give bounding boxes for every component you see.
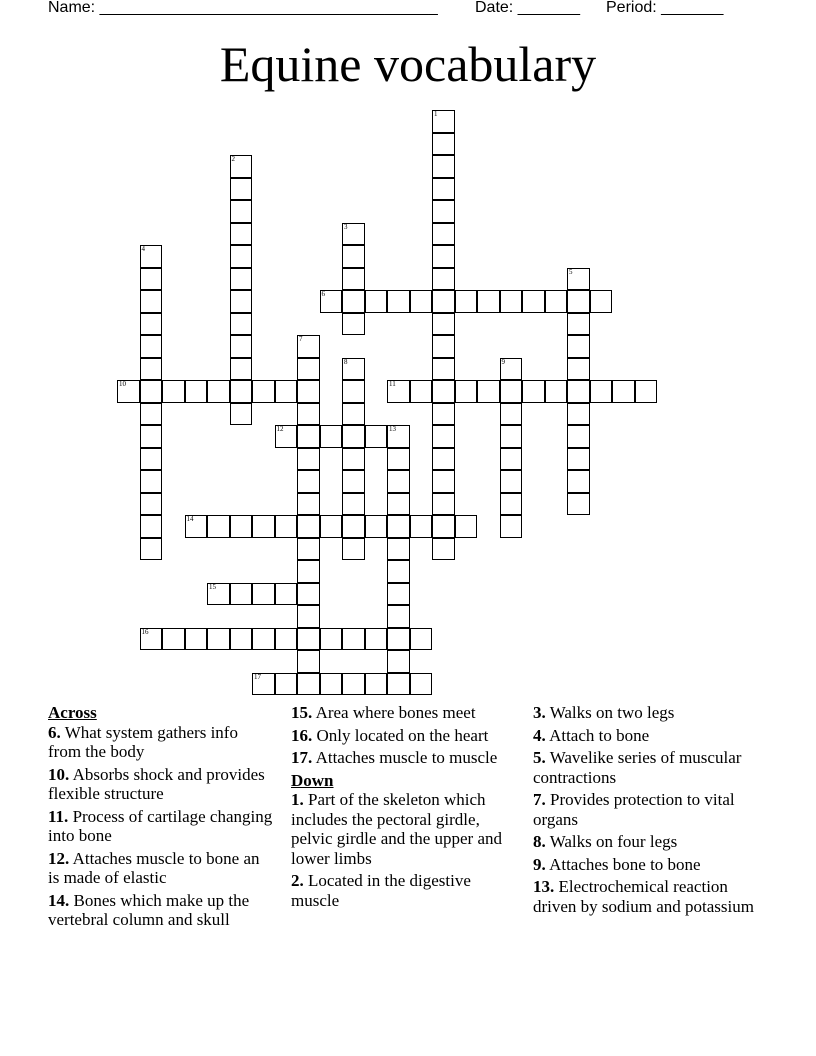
crossword-cell[interactable]	[140, 358, 163, 381]
crossword-cell[interactable]	[320, 628, 343, 651]
clue-column-1	[48, 703, 273, 933]
crossword-cell[interactable]	[297, 515, 320, 538]
clue-down-4	[533, 726, 763, 746]
crossword-cell[interactable]	[297, 425, 320, 448]
clue-text: Process of cartilage changing into bone	[48, 806, 273, 845]
crossword-cell[interactable]	[140, 515, 163, 538]
crossword-cell[interactable]	[297, 628, 320, 651]
clue-number: 17.	[291, 748, 313, 767]
crossword-cell[interactable]	[432, 290, 455, 313]
crossword-cell[interactable]	[230, 200, 253, 223]
crossword-cell[interactable]	[342, 538, 365, 561]
crossword-cell[interactable]	[567, 313, 590, 336]
crossword-cell[interactable]	[320, 515, 343, 538]
crossword-cell[interactable]	[297, 470, 320, 493]
clue-across-6	[48, 723, 273, 762]
clue-text: Attaches muscle to bone an is made of elastic	[48, 848, 260, 887]
crossword-cell[interactable]	[230, 403, 253, 426]
crossword-cell[interactable]	[432, 268, 455, 291]
clue-text: What system gathers info from the body	[48, 722, 238, 761]
crossword-cell[interactable]	[387, 290, 410, 313]
clue-number: 11.	[48, 806, 69, 826]
name-field-label: Name: ______________________________________	[48, 0, 438, 16]
crossword-cell[interactable]	[410, 290, 433, 313]
clue-start-number: 10	[119, 380, 126, 388]
clue-text: Area where bones meet	[315, 703, 476, 722]
crossword-cell[interactable]	[432, 178, 455, 201]
date-field-label: Date: _______	[475, 0, 580, 16]
clue-text: Wavelike series of muscular contractions	[533, 748, 742, 787]
crossword-cell[interactable]	[297, 583, 320, 606]
clue-across-17	[291, 748, 516, 768]
crossword-cell[interactable]	[275, 628, 298, 651]
crossword-cell[interactable]	[342, 470, 365, 493]
crossword-cell[interactable]	[275, 380, 298, 403]
clue-number: 7.	[533, 790, 546, 809]
clue-across-12	[48, 849, 273, 888]
crossword-cell[interactable]	[567, 470, 590, 493]
crossword-cell[interactable]	[387, 448, 410, 471]
crossword-cell[interactable]	[342, 515, 365, 538]
crossword-cell[interactable]	[140, 628, 163, 651]
crossword-cell[interactable]	[387, 470, 410, 493]
clue-start-number: 12	[276, 425, 284, 433]
crossword-cell[interactable]	[320, 290, 343, 313]
clue-text: Part of the skeleton which includes the pectoral girdle, pelvic girdle and the upper and lower limbs	[291, 790, 503, 868]
clue-text: Walks on two legs	[549, 703, 675, 722]
crossword-cell[interactable]	[297, 538, 320, 561]
clue-down-8	[533, 832, 763, 852]
crossword-cell[interactable]	[500, 290, 523, 313]
crossword-cell[interactable]	[320, 673, 343, 696]
clue-number: 5.	[533, 748, 546, 767]
clue-text: Walks on four legs	[549, 832, 678, 851]
clue-text: Attaches muscle to muscle	[315, 748, 498, 767]
page-title: Equine vocabulary	[219, 36, 597, 92]
crossword-cell[interactable]	[320, 425, 343, 448]
crossword-cell[interactable]	[140, 538, 163, 561]
crossword-cell[interactable]	[500, 380, 523, 403]
clue-across-16	[291, 726, 516, 746]
crossword-cell[interactable]	[230, 268, 253, 291]
crossword-cell[interactable]	[545, 380, 568, 403]
clue-down-7	[533, 790, 763, 829]
crossword-cell[interactable]	[387, 515, 410, 538]
clue-start-number: 2	[231, 155, 235, 163]
crossword-cell[interactable]	[230, 628, 253, 651]
crossword-cell[interactable]	[252, 673, 275, 696]
crossword-cell[interactable]	[567, 268, 590, 291]
crossword-cell[interactable]	[432, 538, 455, 561]
crossword-cell[interactable]	[477, 290, 500, 313]
clue-start-number: 9	[501, 357, 505, 366]
clue-text: Attaches bone to bone	[549, 854, 701, 874]
crossword-cell[interactable]	[140, 380, 163, 403]
crossword-cell[interactable]	[342, 628, 365, 651]
crossword-cell[interactable]	[297, 335, 320, 358]
crossword-cell[interactable]	[432, 470, 455, 493]
crossword-cell[interactable]	[432, 358, 455, 381]
clue-number: 14.	[48, 890, 70, 910]
crossword-cell[interactable]	[342, 268, 365, 291]
clue-number: 13.	[533, 877, 555, 896]
crossword-cell[interactable]	[252, 628, 275, 651]
crossword-cell[interactable]	[207, 380, 230, 403]
crossword-cell[interactable]	[387, 605, 410, 628]
clue-start-number: 17	[254, 672, 261, 681]
crossword-cell[interactable]	[500, 358, 523, 381]
clue-text: Bones which make up the vertebral column and skull	[48, 890, 250, 929]
clue-number: 10.	[48, 764, 70, 784]
crossword-cell[interactable]	[342, 425, 365, 448]
crossword-cell[interactable]	[275, 515, 298, 538]
clue-down-2	[291, 871, 516, 910]
crossword-cell[interactable]	[500, 403, 523, 426]
crossword-cell[interactable]	[207, 515, 230, 538]
clue-start-number: 13	[389, 425, 396, 433]
crossword-cell[interactable]	[297, 403, 320, 426]
crossword-cell[interactable]	[365, 425, 388, 448]
crossword-cell[interactable]	[252, 515, 275, 538]
crossword-cell[interactable]	[275, 583, 298, 606]
across-heading: Across	[48, 703, 97, 722]
crossword-cell[interactable]	[567, 335, 590, 358]
crossword-cell[interactable]	[410, 515, 433, 538]
clue-text: Only located on the heart	[316, 725, 489, 745]
clue-text: Electrochemical reaction driven by sodium and potassium	[533, 877, 754, 916]
clue-across-11	[48, 807, 273, 846]
crossword-cell[interactable]	[432, 515, 455, 538]
crossword-cell[interactable]	[477, 380, 500, 403]
clue-number: 15.	[291, 703, 313, 722]
clue-number: 8.	[533, 832, 546, 851]
crossword-cell[interactable]	[500, 470, 523, 493]
crossword-cell[interactable]	[207, 583, 230, 606]
crossword-cell[interactable]	[140, 268, 163, 291]
clue-number: 16.	[291, 725, 313, 745]
crossword-cell[interactable]	[275, 673, 298, 696]
crossword-cell[interactable]	[590, 290, 613, 313]
clue-down-9	[533, 855, 763, 875]
crossword-cell[interactable]	[342, 673, 365, 696]
crossword-cell[interactable]	[410, 380, 433, 403]
crossword-cell[interactable]	[275, 425, 298, 448]
crossword-cell[interactable]	[297, 560, 320, 583]
crossword-cell[interactable]	[410, 673, 433, 696]
crossword-cell[interactable]	[140, 403, 163, 426]
clue-start-number: 8	[344, 357, 348, 366]
crossword-cell[interactable]	[567, 493, 590, 516]
crossword-cell[interactable]	[365, 673, 388, 696]
crossword-cell[interactable]	[365, 290, 388, 313]
clue-number: 9.	[533, 854, 546, 874]
clue-start-number: 11	[389, 380, 396, 388]
crossword-cell[interactable]	[387, 560, 410, 583]
crossword-cell[interactable]	[387, 380, 410, 403]
clue-start-number: 7	[299, 335, 303, 343]
crossword-cell[interactable]	[297, 448, 320, 471]
crossword-cell[interactable]	[432, 200, 455, 223]
crossword-cell[interactable]	[162, 380, 185, 403]
clue-start-number: 5	[569, 267, 573, 276]
clue-down-13	[533, 877, 763, 916]
crossword-cell[interactable]	[455, 290, 478, 313]
clue-across-15	[291, 703, 516, 723]
clue-down-1	[291, 790, 516, 868]
crossword-cell[interactable]	[342, 245, 365, 268]
crossword-cell[interactable]	[140, 313, 163, 336]
clue-down-5	[533, 748, 763, 787]
crossword-cell[interactable]	[230, 223, 253, 246]
crossword-cell[interactable]	[567, 425, 590, 448]
crossword-cell[interactable]	[432, 245, 455, 268]
crossword-cell[interactable]	[140, 470, 163, 493]
down-heading: Down	[291, 770, 334, 790]
clue-text: Attach to bone	[549, 725, 650, 745]
crossword-cell[interactable]	[545, 290, 568, 313]
crossword-cell[interactable]	[140, 290, 163, 313]
crossword-cell[interactable]	[230, 583, 253, 606]
crossword-cell[interactable]	[387, 628, 410, 651]
crossword-cell[interactable]	[230, 380, 253, 403]
crossword-cell[interactable]	[140, 448, 163, 471]
clue-start-number: 14	[186, 515, 194, 523]
clue-text: Located in the digestive muscle	[291, 871, 471, 910]
crossword-cell[interactable]	[185, 628, 208, 651]
crossword-cell[interactable]	[612, 380, 635, 403]
crossword-cell[interactable]	[297, 358, 320, 381]
crossword-cell[interactable]	[500, 493, 523, 516]
clue-start-number: 6	[321, 290, 325, 298]
clue-start-number: 1	[434, 110, 438, 118]
clue-text: Provides protection to vital organs	[533, 790, 735, 829]
crossword-cell[interactable]	[185, 380, 208, 403]
crossword-cell[interactable]	[522, 380, 545, 403]
crossword-cell[interactable]	[432, 313, 455, 336]
crossword-cell[interactable]	[297, 673, 320, 696]
crossword-cell[interactable]	[500, 515, 523, 538]
crossword-cell[interactable]	[410, 628, 433, 651]
clue-start-number: 16	[141, 627, 149, 636]
crossword-cell[interactable]	[387, 650, 410, 673]
crossword-cell[interactable]	[230, 515, 253, 538]
crossword-cell[interactable]	[500, 448, 523, 471]
crossword-cell[interactable]	[455, 380, 478, 403]
period-field-label: Period: _______	[606, 0, 724, 16]
clue-number: 4.	[533, 725, 546, 745]
crossword-cell[interactable]	[365, 515, 388, 538]
crossword-cell[interactable]	[342, 403, 365, 426]
crossword-cell[interactable]	[635, 380, 658, 403]
crossword-cell[interactable]	[342, 448, 365, 471]
crossword-cell[interactable]	[342, 223, 365, 246]
crossword-cell[interactable]	[432, 335, 455, 358]
crossword-cell[interactable]	[432, 133, 455, 156]
crossword-cell[interactable]	[230, 358, 253, 381]
clue-start-number: 3	[344, 222, 348, 231]
crossword-cell[interactable]	[590, 380, 613, 403]
clue-start-number: 15	[209, 582, 216, 591]
crossword-cell[interactable]	[522, 290, 545, 313]
crossword-cell[interactable]	[297, 605, 320, 628]
crossword-cell[interactable]	[252, 583, 275, 606]
crossword-cell[interactable]	[387, 538, 410, 561]
crossword-cell[interactable]	[432, 403, 455, 426]
crossword-cell[interactable]	[140, 493, 163, 516]
crossword-cell[interactable]	[455, 515, 478, 538]
clue-across-14	[48, 891, 273, 930]
crossword-cell[interactable]	[162, 628, 185, 651]
crossword-cell[interactable]	[230, 335, 253, 358]
crossword-cell[interactable]	[387, 493, 410, 516]
crossword-cell[interactable]	[207, 628, 230, 651]
crossword-cell[interactable]	[567, 403, 590, 426]
crossword-cell[interactable]	[432, 155, 455, 178]
clue-number: 6.	[48, 722, 61, 742]
clue-column-2	[291, 703, 516, 913]
crossword-cell[interactable]	[140, 425, 163, 448]
clue-text: Absorbs shock and provides flexible structure	[48, 764, 265, 803]
crossword-cell[interactable]	[342, 380, 365, 403]
crossword-cell[interactable]	[117, 380, 140, 403]
crossword-cell[interactable]	[185, 515, 208, 538]
crossword-cell[interactable]	[297, 380, 320, 403]
clue-down-3	[533, 703, 763, 723]
crossword-cell[interactable]	[230, 178, 253, 201]
crossword-cell[interactable]	[230, 290, 253, 313]
clue-column-3	[533, 703, 763, 919]
crossword-cell[interactable]	[365, 628, 388, 651]
crossword-cell[interactable]	[342, 358, 365, 381]
crossword-cell[interactable]	[387, 425, 410, 448]
crossword-cell[interactable]	[342, 493, 365, 516]
crossword-cell[interactable]	[342, 290, 365, 313]
clue-start-number: 4	[141, 245, 145, 253]
crossword-cell[interactable]	[230, 313, 253, 336]
crossword-cell[interactable]	[432, 425, 455, 448]
crossword-cell[interactable]	[140, 335, 163, 358]
crossword-cell[interactable]	[140, 245, 163, 268]
crossword-cell[interactable]	[432, 223, 455, 246]
crossword-cell[interactable]	[567, 380, 590, 403]
crossword-cell[interactable]	[567, 358, 590, 381]
crossword-cell[interactable]	[387, 583, 410, 606]
crossword-cell[interactable]	[387, 673, 410, 696]
crossword-cell[interactable]	[432, 493, 455, 516]
crossword-cell[interactable]	[297, 650, 320, 673]
crossword-cell[interactable]	[252, 380, 275, 403]
clue-number: 2.	[291, 871, 304, 890]
clue-number: 3.	[533, 703, 546, 722]
crossword-cell[interactable]	[432, 448, 455, 471]
crossword-cell[interactable]	[342, 313, 365, 336]
clue-across-10	[48, 765, 273, 804]
clue-number: 12.	[48, 848, 70, 868]
crossword-cell[interactable]	[432, 380, 455, 403]
clue-number: 1.	[291, 790, 304, 809]
crossword-cell[interactable]	[567, 290, 590, 313]
crossword-cell[interactable]	[230, 155, 253, 178]
crossword-cell[interactable]	[500, 425, 523, 448]
crossword-cell[interactable]	[432, 110, 455, 133]
crossword-cell[interactable]	[297, 493, 320, 516]
crossword-cell[interactable]	[567, 448, 590, 471]
crossword-cell[interactable]	[230, 245, 253, 268]
